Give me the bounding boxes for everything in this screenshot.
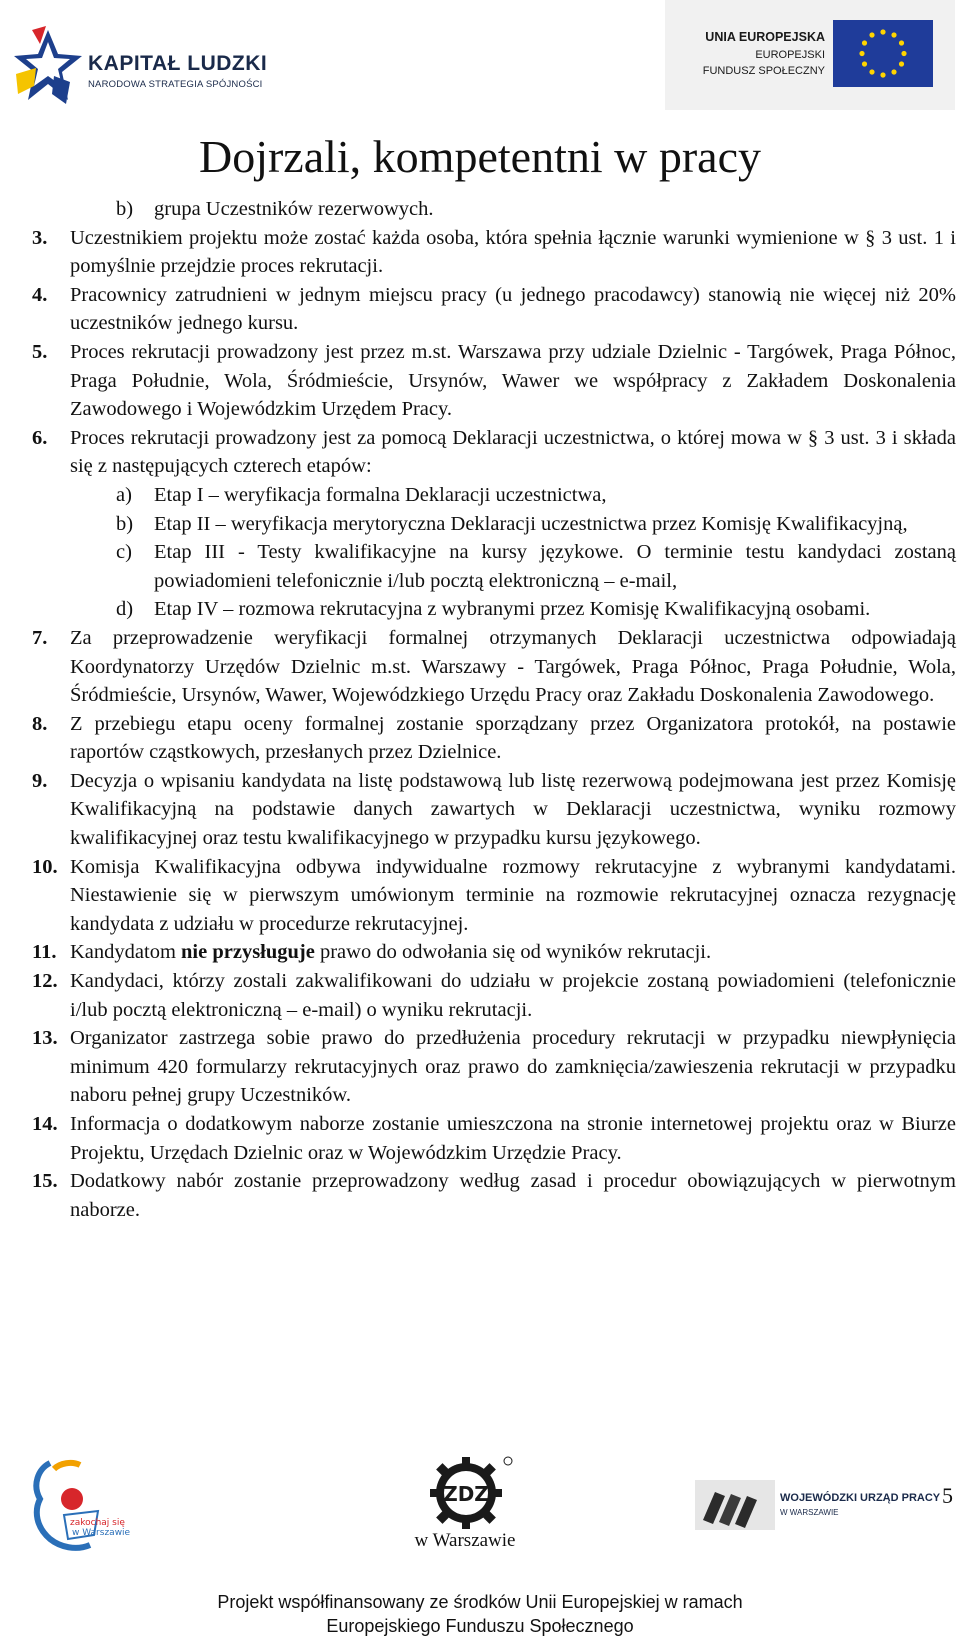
eu-logo-line3: FUNDUSZ SPOŁECZNY — [702, 65, 825, 77]
list-text: Dodatkowy nabór zostanie przeprowadzony według zasad i procedur obowiązujących w pierwotnym naborze. — [70, 1170, 956, 1221]
eu-efs-logo — [665, 0, 955, 110]
footer-note-line2: Europejskiego Funduszu Społecznego — [326, 1616, 634, 1636]
list-number: 3. — [32, 226, 48, 249]
list-text: Komisja Kwalifikacyjna odbywa indywidualne rozmowy rekrutacyjne z wybranymi kandydatami. Niestawienie się w pierwszym umówionym terminie na rozmowie rekrutacyjnej oznacza rezygnację kandydata z udziału w procedurze rekrutacyjnej. — [70, 855, 956, 935]
list-item-8 — [32, 710, 956, 767]
wup-books-icon — [695, 1480, 775, 1530]
stage-letter: c) — [116, 541, 132, 564]
stage-text: Etap I – weryfikacja formalna Deklaracji uczestnictwa, — [154, 483, 607, 506]
zdz-caption: w Warszawie — [414, 1530, 516, 1551]
list-text: Proces rekrutacji prowadzony jest przez m.st. Warszawa przy udziale Dzielnic - Targówek, Praga Północ, Praga Południe, Wola, Śródmieście, Ursynów, Wawer we współpracy z Zakładem Doskonalenia Zawodowego i Wojewódzkim Urzędem Pracy. — [70, 340, 956, 421]
list-item-12 — [32, 967, 956, 1024]
warsaw-logo-text: zakochaj się — [70, 1518, 125, 1528]
list-number: 9. — [32, 769, 48, 792]
stage-text: Etap IV – rozmowa rekrutacyjna z wybranymi przez Komisję Kwalifikacyjną osobami. — [154, 598, 871, 621]
list-item-13 — [32, 1024, 956, 1110]
list-item-6 — [32, 424, 956, 481]
footer-note-line1: Projekt współfinansowany ze środków Unii Europejskiej w ramach — [217, 1592, 743, 1612]
regulation-content — [32, 195, 956, 1224]
list-number: 15. — [32, 1170, 58, 1193]
list-text: Organizator zastrzega sobie prawo do przedłużenia procedury rekrutacji w przypadku niewpłynięcia minimum 420 formularzy rekrutacyjnych oraz prawo do zamknięcia/zawieszenia rekrutacji w przypadku naboru pełnej grupy Uczestników. — [70, 1027, 956, 1107]
list-number: 6. — [32, 426, 48, 449]
stage-letter: a) — [116, 483, 132, 506]
list-item-7 — [32, 624, 956, 710]
eu-logo-line2: EUROPEJSKI — [755, 49, 825, 61]
stage-text: Etap II – weryfikacja merytoryczna Deklaracji uczestnictwa przez Komisję Kwalifikacyjną, — [154, 512, 908, 535]
list-text: Z przebiegu etapu oceny formalnej zostanie sporządzany przez Organizatora protokół, na postawie raportów cząstkowych, przesłanych przez Dzielnice. — [70, 712, 956, 764]
list-text-pre: Kandydatom — [70, 941, 182, 964]
list-item-11 — [32, 938, 956, 967]
list-text: Za przeprowadzenie weryfikacji formalnej otrzymanych Deklaracji uczestnictwa odpowiadają Koordynatorzy Urzędów Dzielnic m.st. Warszawy - Targówek, Praga Północ, Praga Południe, Wola, Śródmieście, Ursynów, Wawer, Wojewódzkiego Urzędu Pracy oraz Zakładu Doskonalenia Zawodowego. — [70, 626, 956, 707]
stage-item-d — [32, 595, 956, 624]
stage-text: Etap III - Testy kwalifikacyjne na kursy językowe. O terminie testu kandydaci zostaną powiadomieni telefonicznie i/lub pocztą elektroniczną – e-mail, — [154, 541, 956, 592]
warsaw-mermaid-icon — [20, 1455, 131, 1565]
stage-letter: d) — [116, 598, 134, 621]
zdz-gear-icon — [418, 1455, 518, 1530]
list-number: 4. — [32, 283, 48, 306]
list-text: Decyzja o wpisaniu kandydata na listę podstawową lub listę rezerwową podejmowana jest przez Komisję Kwalifikacyjną na podstawie danych zawartych w Deklaracji uczestnictwa, wyniku rozmowy kwalifikacyjnej oraz testu kwalifikacyjnego w przypadku kursu językowego. — [70, 769, 956, 850]
list-number: 13. — [32, 1027, 58, 1050]
kapital-ludzki-title: KAPITAŁ LUDZKI — [88, 52, 268, 75]
stage-item-a — [32, 481, 956, 510]
list-text: Informacja o dodatkowym naborze zostanie umieszczona na stronie internetowej projektu oraz w Biurze Projektu, Urzędach Dzielnic oraz w Wojewódzkim Urzędzie Pracy. — [70, 1113, 956, 1164]
list-text-post: prawo do odwołania się od wyników rekrutacji. — [314, 941, 712, 964]
list-item-b-reserve-group — [32, 195, 956, 224]
list-number: 11. — [32, 941, 57, 964]
list-text-bold: nie przysługuje — [181, 941, 315, 964]
wup-logo — [695, 1480, 935, 1530]
kapital-ludzki-logo — [10, 22, 270, 112]
list-item-9 — [32, 767, 956, 853]
list-text: Kandydaci, którzy zostali zakwalifikowani do udziału w projekcie zostaną powiadomieni (telefonicznie i/lub pocztą elektroniczną – e-mail) o wyniku rekrutacji. — [70, 970, 956, 1021]
list-item-14 — [32, 1110, 956, 1167]
list-text: Pracownicy zatrudnieni w jednym miejscu pracy (u jednego pracodawcy) stanowią nie więcej niż 20% uczestników jednego kursu. — [70, 283, 956, 335]
list-item-4 — [32, 281, 956, 338]
svg-text:w Warszawie: w Warszawie — [72, 1528, 131, 1538]
wup-logo-line1: WOJEWÓDZKI URZĄD PRACY — [780, 1492, 941, 1504]
eu-flag-icon — [833, 20, 933, 87]
wup-logo-line2: W WARSZAWIE — [780, 1508, 839, 1517]
list-text: Uczestnikiem projektu może zostać każda osoba, która spełnia łącznie warunki wymienione w § 3 ust. 1 i pomyślnie przejdzie proces rekrutacji. — [70, 226, 956, 278]
list-number: 12. — [32, 970, 58, 993]
list-item-15 — [32, 1167, 956, 1224]
eu-logo-line1: UNIA EUROPEJSKA — [705, 30, 825, 44]
list-item-5 — [32, 338, 956, 424]
list-number: 10. — [32, 855, 58, 878]
page-number: 5 — [942, 1483, 953, 1508]
page-title: Dojrzali, kompetentni w pracy — [198, 131, 762, 182]
list-text: grupa Uczestników rezerwowych. — [154, 198, 434, 220]
stage-item-c — [32, 538, 956, 595]
list-number: 8. — [32, 712, 48, 735]
list-item-3 — [32, 224, 956, 281]
list-number: 5. — [32, 340, 48, 363]
list-item-10 — [32, 853, 956, 939]
list-text: Proces rekrutacji prowadzony jest za pomocą Deklaracji uczestnictwa, o której mowa w § 3 ust. 3 i składa się z następujących czterech etapów: — [70, 426, 956, 478]
zdz-logo-text: ZDZ — [443, 1482, 489, 1506]
zakochaj-sie-w-warszawie-logo — [20, 1455, 131, 1565]
list-letter: b) — [116, 198, 134, 220]
list-number: 7. — [32, 626, 48, 649]
list-number: 14. — [32, 1113, 58, 1135]
list-text — [70, 938, 956, 967]
stage-letter: b) — [116, 512, 134, 535]
zdz-logo — [418, 1455, 518, 1530]
kapital-ludzki-star-icon — [10, 22, 85, 112]
kapital-ludzki-subtitle: NARODOWA STRATEGIA SPÓJNOŚCI — [88, 79, 263, 90]
stage-item-b — [32, 510, 956, 539]
